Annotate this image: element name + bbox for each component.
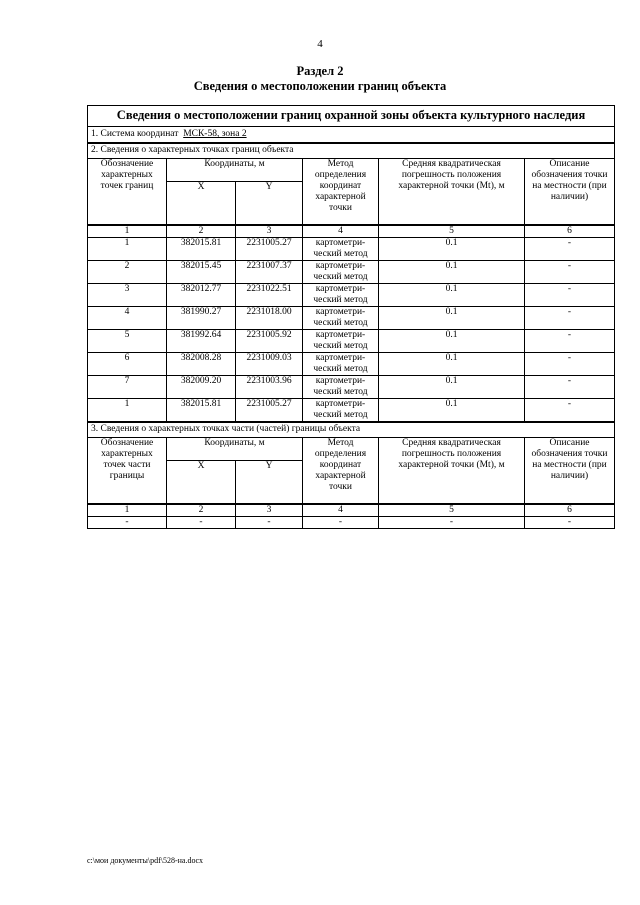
cell-error: 0.1 (379, 261, 525, 284)
cell-error: 0.1 (379, 399, 525, 423)
section3-rows (88, 517, 615, 529)
section3-title: 3. Сведения о характерных точках части (частей) границы объекта (88, 422, 615, 438)
cell-method: картометри-ческий метод (303, 261, 379, 284)
cell-point: 6 (88, 353, 167, 376)
cell-method: картометри-ческий метод (303, 399, 379, 423)
cell-desc: - (525, 238, 615, 261)
cell-y: 2231005.27 (236, 399, 303, 423)
header-point: Обозначение характерных точек части границы (88, 438, 167, 505)
col-number: 4 (303, 225, 379, 238)
table-row (88, 261, 615, 284)
cell-error: 0.1 (379, 284, 525, 307)
table-row (88, 399, 615, 423)
header-x: X (167, 461, 236, 505)
cell-error: 0.1 (379, 353, 525, 376)
col-number: 5 (379, 504, 525, 517)
col-number: 1 (88, 225, 167, 238)
section2-rows (88, 238, 615, 423)
cell-desc: - (525, 399, 615, 423)
cell-point: 7 (88, 376, 167, 399)
table-title: Сведения о местоположении границ охранной зоны объекта культурного наследия (88, 106, 615, 127)
cell-y: 2231005.92 (236, 330, 303, 353)
section-heading (0, 64, 640, 94)
table-row (88, 307, 615, 330)
cell-method: картометри-ческий метод (303, 330, 379, 353)
col-number: 4 (303, 504, 379, 517)
col-number: 5 (379, 225, 525, 238)
cell-point: 1 (88, 399, 167, 423)
cell-method: картометри-ческий метод (303, 284, 379, 307)
header-coords: Координаты, м (167, 159, 303, 182)
file-path-footer: c:\мои документы\pdf\528-на.docx (87, 856, 203, 865)
cell-point: - (88, 517, 167, 529)
cell-point: 5 (88, 330, 167, 353)
table-row (88, 330, 615, 353)
col-number: 3 (236, 225, 303, 238)
cell-desc: - (525, 353, 615, 376)
cell-desc: - (525, 376, 615, 399)
col-number: 2 (167, 225, 236, 238)
cell-method: картометри-ческий метод (303, 353, 379, 376)
cell-y: 2231003.96 (236, 376, 303, 399)
header-y: Y (236, 182, 303, 226)
cell-x: 381990.27 (167, 307, 236, 330)
cell-desc: - (525, 261, 615, 284)
column-number-row (88, 225, 615, 238)
cell-error: 0.1 (379, 307, 525, 330)
header-method: Метод определения координат характерной точки (303, 159, 379, 226)
header-error: Средняя квадратическая погрешность положения характерной точки (Мt), м (379, 159, 525, 226)
cell-x: 382015.81 (167, 238, 236, 261)
header-point: Обозначение характерных точек границ (88, 159, 167, 226)
header-y: Y (236, 461, 303, 505)
table-row (88, 238, 615, 261)
col-number: 2 (167, 504, 236, 517)
cell-method: - (303, 517, 379, 529)
page-number: 4 (317, 38, 323, 50)
table-row (88, 376, 615, 399)
table-row (88, 353, 615, 376)
boundary-info-table-wrapper (87, 105, 614, 529)
coord-system-label: 1. Система координат (91, 129, 179, 139)
cell-point: 3 (88, 284, 167, 307)
cell-x: 382008.28 (167, 353, 236, 376)
cell-method: картометри-ческий метод (303, 238, 379, 261)
cell-y: 2231009.03 (236, 353, 303, 376)
cell-error: 0.1 (379, 238, 525, 261)
column-number-row (88, 504, 615, 517)
section-number: Раздел 2 (296, 64, 344, 78)
cell-error: 0.1 (379, 376, 525, 399)
col-number: 6 (525, 225, 615, 238)
cell-x: 381992.64 (167, 330, 236, 353)
header-desc: Описание обозначения точки на местности (при наличии) (525, 438, 615, 505)
col-number: 1 (88, 504, 167, 517)
table-row (88, 517, 615, 529)
cell-desc: - (525, 330, 615, 353)
cell-desc: - (525, 307, 615, 330)
cell-method: картометри-ческий метод (303, 376, 379, 399)
cell-method: картометри-ческий метод (303, 307, 379, 330)
cell-x: 382015.81 (167, 399, 236, 423)
cell-point: 1 (88, 238, 167, 261)
header-error: Средняя квадратическая погрешность положения характерной точки (Мt), м (379, 438, 525, 505)
cell-error: - (379, 517, 525, 529)
cell-y: 2231007.37 (236, 261, 303, 284)
col-number: 3 (236, 504, 303, 517)
cell-point: 2 (88, 261, 167, 284)
cell-x: 382009.20 (167, 376, 236, 399)
header-x: X (167, 182, 236, 226)
boundary-info-table (87, 105, 615, 529)
cell-desc: - (525, 517, 615, 529)
header-coords: Координаты, м (167, 438, 303, 461)
cell-y: - (236, 517, 303, 529)
section-title: Сведения о местоположении границ объекта (193, 79, 447, 93)
table-row (88, 284, 615, 307)
cell-y: 2231022.51 (236, 284, 303, 307)
coord-system-row (88, 127, 615, 144)
cell-desc: - (525, 284, 615, 307)
section2-title: 2. Сведения о характерных точках границ объекта (88, 143, 615, 159)
cell-point: 4 (88, 307, 167, 330)
coord-system-value: МСК-58, зона 2 (183, 129, 247, 139)
header-method: Метод определения координат характерной точки (303, 438, 379, 505)
header-desc: Описание обозначения точки на местности (при наличии) (525, 159, 615, 226)
cell-x: - (167, 517, 236, 529)
cell-y: 2231005.27 (236, 238, 303, 261)
cell-error: 0.1 (379, 330, 525, 353)
col-number: 6 (525, 504, 615, 517)
cell-x: 382012.77 (167, 284, 236, 307)
cell-x: 382015.45 (167, 261, 236, 284)
cell-y: 2231018.00 (236, 307, 303, 330)
